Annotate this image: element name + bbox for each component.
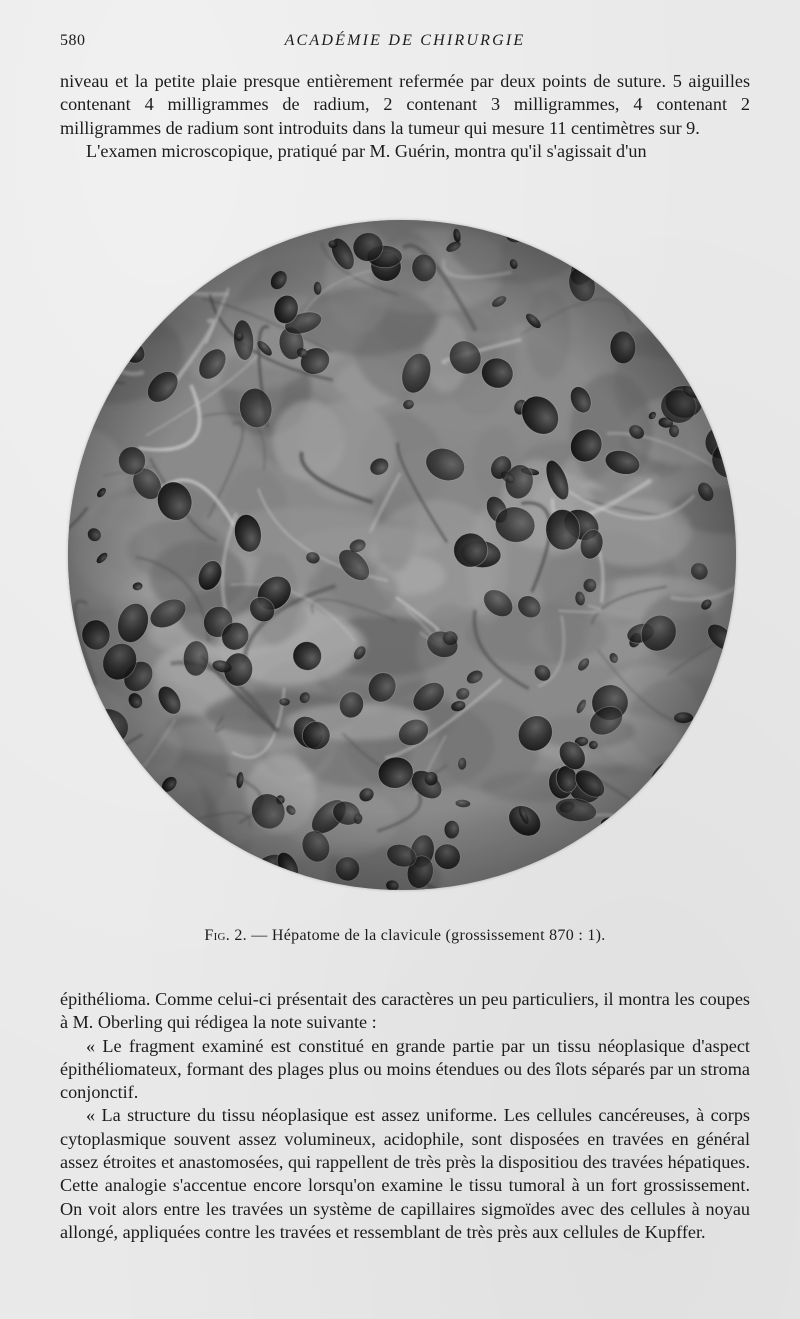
paragraph-epithelioma: épithélioma. Comme celui-ci présentait des caractères un peu particuliers, il montra les coupes à M. Oberling qui rédigea la note suivante : [60, 989, 750, 1033]
paragraph-microscopic-exam: L'examen microscopique, pratiqué par M. Guérin, montra qu'il s'agissait d'un [86, 140, 647, 161]
text-line: 5 aiguilles contenant 4 milligrammes de radium, 2 contenant 3 milligrammes, [60, 71, 751, 115]
micrograph-figure [68, 220, 736, 890]
paragraph-fragment: « Le fragment examiné est constitué en grande partie par un tissu néoplasique d'aspect épithéliomateux, formant des plages plus ou moins étendues ou des îlots séparés par un stroma conjonctif. [60, 1035, 750, 1103]
page-number: 580 [60, 32, 86, 49]
text-line: 4 contenant 2 milligrammes de radium sont introduits dans la tumeur qui [60, 94, 750, 138]
paragraph-structure: « La structure du tissu néoplasique est assez uniforme. Les cellules cancéreuses, à corps cytoplasmique souvent assez volumineux, acidophile, sont disposées en travées en général assez étroites et anastomosées, qui rappellent de très près la dispositiou des travées hépatiques. Cette analogie s'accentue encore lorsqu'on examine le tissu tumoral à un fort grossissement. On voit alors entre les travées un système de capillaires sigmoïdes avec des cellules à noyau allongé, appliquées contre les travées et ressemblant de très près aux cellules de Kupffer. [60, 1105, 750, 1242]
figure-label: Fig. 2. [204, 927, 247, 944]
running-head [60, 30, 750, 54]
text-line: niveau et la petite plaie presque entièrement refermée par deux points de suture. [60, 71, 667, 91]
figure-caption-text: — Hépatome de la clavicule (grossissement 870 : 1). [246, 927, 606, 944]
micrograph-image [68, 220, 736, 890]
text-line: mesure 11 centimètres sur 9. [491, 117, 700, 138]
top-text-block [60, 70, 750, 163]
bottom-text-block [60, 988, 750, 1244]
figure-caption [60, 927, 750, 945]
paragraph-continuation [60, 70, 750, 140]
journal-title: ACADÉMIE DE CHIRURGIE [284, 32, 526, 49]
